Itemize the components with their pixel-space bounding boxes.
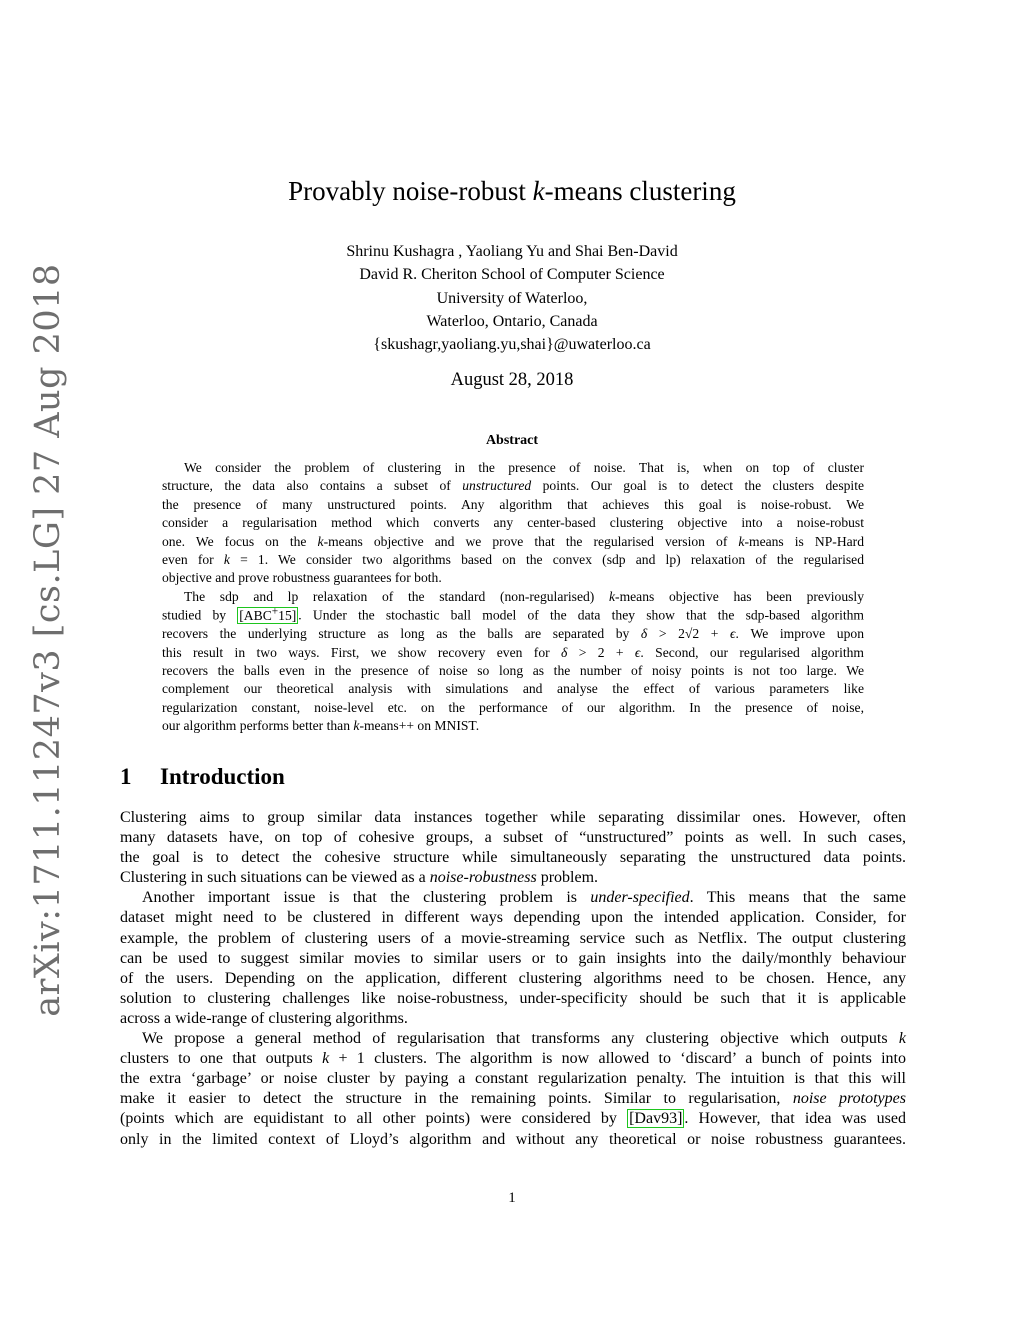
- author-affiliation-university: University of Waterloo,: [436, 289, 588, 307]
- abstract-line: this result in two ways. First, we show recovery even for δ > 2 + ϵ. Second, our regularised algorithm: [162, 644, 864, 660]
- citation-link-dav93[interactable]: [Dav93]: [629, 1110, 683, 1128]
- body-line: We propose a general method of regularisation that transforms any clustering objective which outputs k: [142, 1030, 906, 1048]
- body-line: can be used to suggest similar movies to similar users or to gain insights into the daily/monthly behaviour: [120, 949, 906, 967]
- abstract-line: complement our theoretical analysis with simulations and analyse the effect of various parameters like: [162, 681, 864, 697]
- body-line: the goal is to detect the cohesive structure while simultaneously separating the unstructured data points.: [120, 849, 906, 867]
- author-location: Waterloo, Ontario, Canada: [426, 312, 598, 330]
- author-emails: {skushagr,yaoliang.yu,shai}@uwaterloo.ca: [373, 336, 651, 354]
- body-line: of the users. Depending on the application, different clustering algorithms need to be chosen. Hence, any: [120, 969, 906, 987]
- body-line: the extra ‘garbage’ or noise cluster by paying a constant regularization penalty. The intuition is that this will: [120, 1070, 906, 1088]
- body-line: Another important issue is that the clustering problem is under-specified. This means that the same: [142, 889, 907, 907]
- introduction-body: [120, 808, 906, 1150]
- abstract-line: the presence of many unstructured points. Any algorithm that achieves this goal is noise-robust. We: [162, 496, 864, 512]
- abstract-line: studied by [ABC+15] . Under the stochastic ball model of the data they show that the sdp-based algorithm: [162, 605, 864, 623]
- section-heading-introduction: 1 Introduction: [120, 764, 285, 789]
- abstract-line: consider a regularisation method which converts any center-based clustering objective into a noise-robust: [162, 515, 864, 531]
- abstract-line: one. We focus on the k-means objective and we prove that the regularised version of k-means is NP-Hard: [162, 533, 864, 549]
- abstract-line: structure, the data also contains a subset of unstructured points. Our goal is to detect the clusters despite: [162, 478, 865, 494]
- abstract-line: recovers the underlying structure as long as the balls are separated by δ > 2√2 + ϵ. We improve upon: [162, 626, 864, 642]
- abstract-line: We consider the problem of clustering in the presence of noise. That is, when on top of cluster: [184, 460, 864, 475]
- abstract-line: regularization constant, noise-level etc. on the performance of our algorithm. In the presence of noise,: [162, 699, 864, 715]
- abstract-line: even for k = 1. We consider two algorithms based on the convex (sdp and lp) relaxation of the regularised: [162, 552, 864, 568]
- body-line: across a wide-range of clustering algorithms.: [120, 1009, 408, 1027]
- abstract-body: [162, 459, 864, 736]
- arxiv-identifier-sidebar: arXiv:1711.11247v3 [cs.LG] 27 Aug 2018: [28, 263, 68, 1017]
- abstract-line: our algorithm performs better than k-means++ on MNIST.: [162, 718, 480, 734]
- author-block: [0, 240, 1024, 356]
- body-line: Clustering in such situations can be viewed as a noise-robustness problem.: [120, 869, 599, 887]
- paper-date: August 28, 2018: [450, 370, 574, 390]
- body-line: dataset might need to be clustered in different ways depending upon the intended application. Consider, for: [120, 909, 906, 927]
- body-line: only in the limited context of Lloyd’s algorithm and without any theoretical or noise robustness guarantees.: [120, 1130, 906, 1148]
- abstract-line: The sdp and lp relaxation of the standard (non-regularised) k-means objective has been previously: [184, 588, 864, 604]
- author-names: Shrinu Kushagra , Yaoliang Yu and Shai Ben-David: [346, 243, 678, 260]
- abstract-line: objective and prove robustness guarantees for both.: [162, 570, 442, 586]
- page-number: 1: [508, 1190, 516, 1206]
- abstract-line: recovers the balls even in the presence of noise so long as the number of noisy points is not too large. We: [162, 663, 864, 678]
- body-line: clusters to one that outputs k + 1 clusters. The algorithm is now allowed to ‘discard’ a bunch of points into: [120, 1050, 906, 1068]
- body-line: Clustering aims to group similar data instances together while separating dissimilar ones. However, often: [120, 809, 906, 826]
- body-line: make it easier to detect the structure in the remaining points. Similar to regularisation, noise prototypes: [120, 1090, 906, 1108]
- body-line: example, the problem of clustering users of a movie-streaming service such as Netflix. The output clustering: [120, 929, 906, 947]
- author-affiliation-school: David R. Cheriton School of Computer Science: [359, 266, 665, 284]
- body-line: (points which are equidistant to all other points) were considered by [Dav93] . However, that idea was used: [120, 1110, 907, 1128]
- body-line: solution to clustering challenges like noise-robustness, under-specificity should be such that it is applicable: [120, 989, 906, 1007]
- abstract-heading: Abstract: [485, 433, 539, 448]
- citation-link-abc15[interactable]: [ABC+15]: [239, 605, 297, 623]
- body-line: many datasets have, on top of cohesive groups, a subset of “unstructured” points as well. In such cases,: [120, 829, 906, 847]
- paper-title: Provably noise-robust k-means clustering: [288, 176, 736, 206]
